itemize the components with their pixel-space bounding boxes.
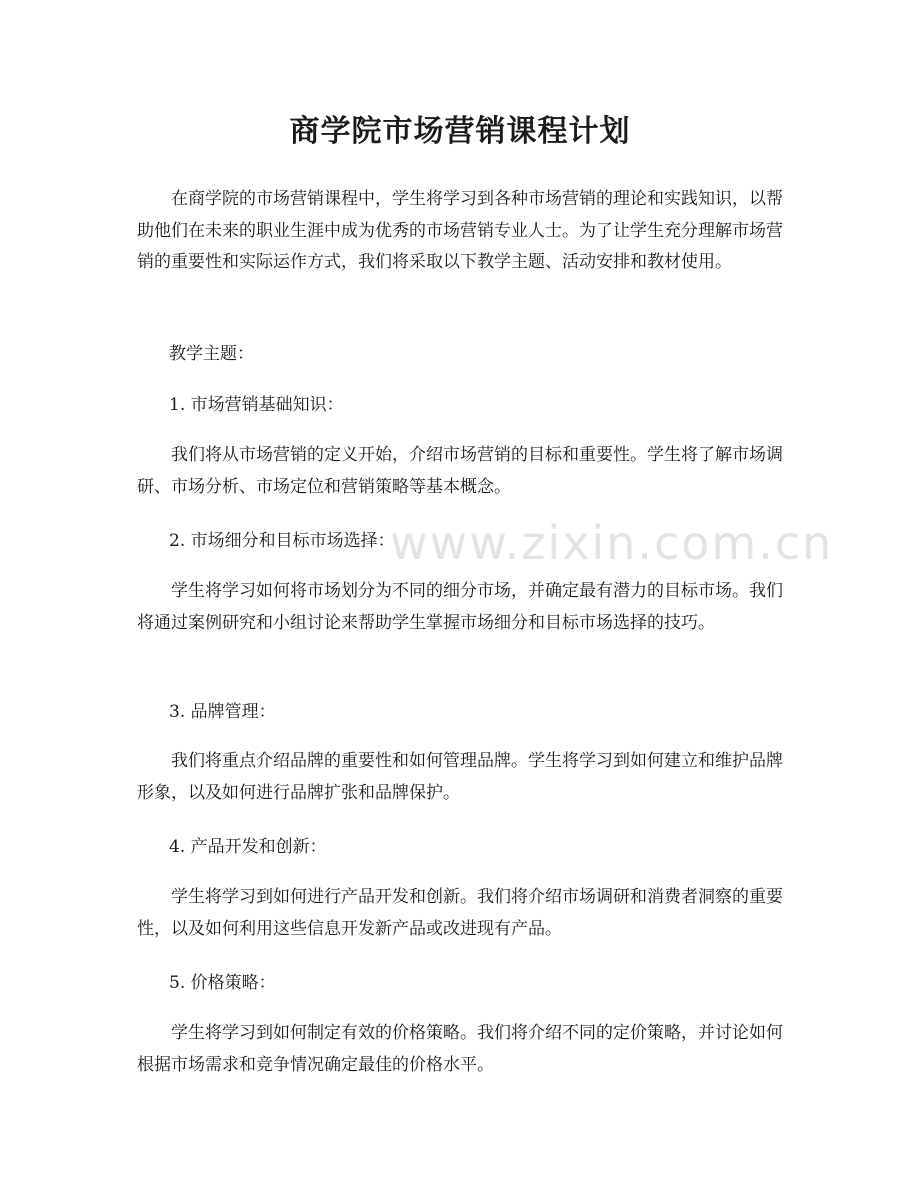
topics-label: 教学主题： [169, 344, 254, 364]
topic-3-heading: 3. 品牌管理： [169, 702, 276, 722]
topic-2-body: 学生将学习如何将市场划分为不同的细分市场，并确定最有潜力的目标市场。我们将通过案例研究和小组讨论来帮助学生掌握市场细分和目标市场选择的技巧。 [137, 581, 783, 633]
topic-5-body: 学生将学习到如何制定有效的价格策略。我们将介绍不同的定价策略，并讨论如何根据市场需求和竞争情况确定最佳的价格水平。 [137, 1023, 783, 1075]
topic-1-heading: 1. 市场营销基础知识： [169, 395, 344, 415]
intro-paragraph: 在商学院的市场营销课程中，学生将学习到各种市场营销的理论和实践知识，以帮助他们在未来的职业生涯中成为优秀的市场营销专业人士。为了让学生充分理解市场营销的重要性和实际运作方式，我们将采取以下教学主题、活动安排和教材使用。 [137, 189, 783, 272]
document-title: 商学院市场营销课程计划 [289, 114, 631, 149]
topic-2-heading: 2. 市场细分和目标市场选择： [169, 531, 395, 551]
topic-4-body: 学生将学习到如何进行产品开发和创新。我们将介绍市场调研和消费者洞察的重要性，以及如何利用这些信息开发新产品或改进现有产品。 [137, 887, 783, 939]
watermark: www.zixin.com.cn [390, 516, 834, 570]
topic-4-heading: 4. 产品开发和创新： [169, 837, 327, 857]
topic-3-body: 我们将重点介绍品牌的重要性和如何管理品牌。学生将学习到如何建立和维护品牌形象，以及如何进行品牌扩张和品牌保护。 [137, 751, 783, 803]
topic-5-heading: 5. 价格策略： [169, 973, 276, 993]
topic-1-body: 我们将从市场营销的定义开始，介绍市场营销的目标和重要性。学生将了解市场调研、市场分析、市场定位和营销策略等基本概念。 [137, 445, 783, 497]
